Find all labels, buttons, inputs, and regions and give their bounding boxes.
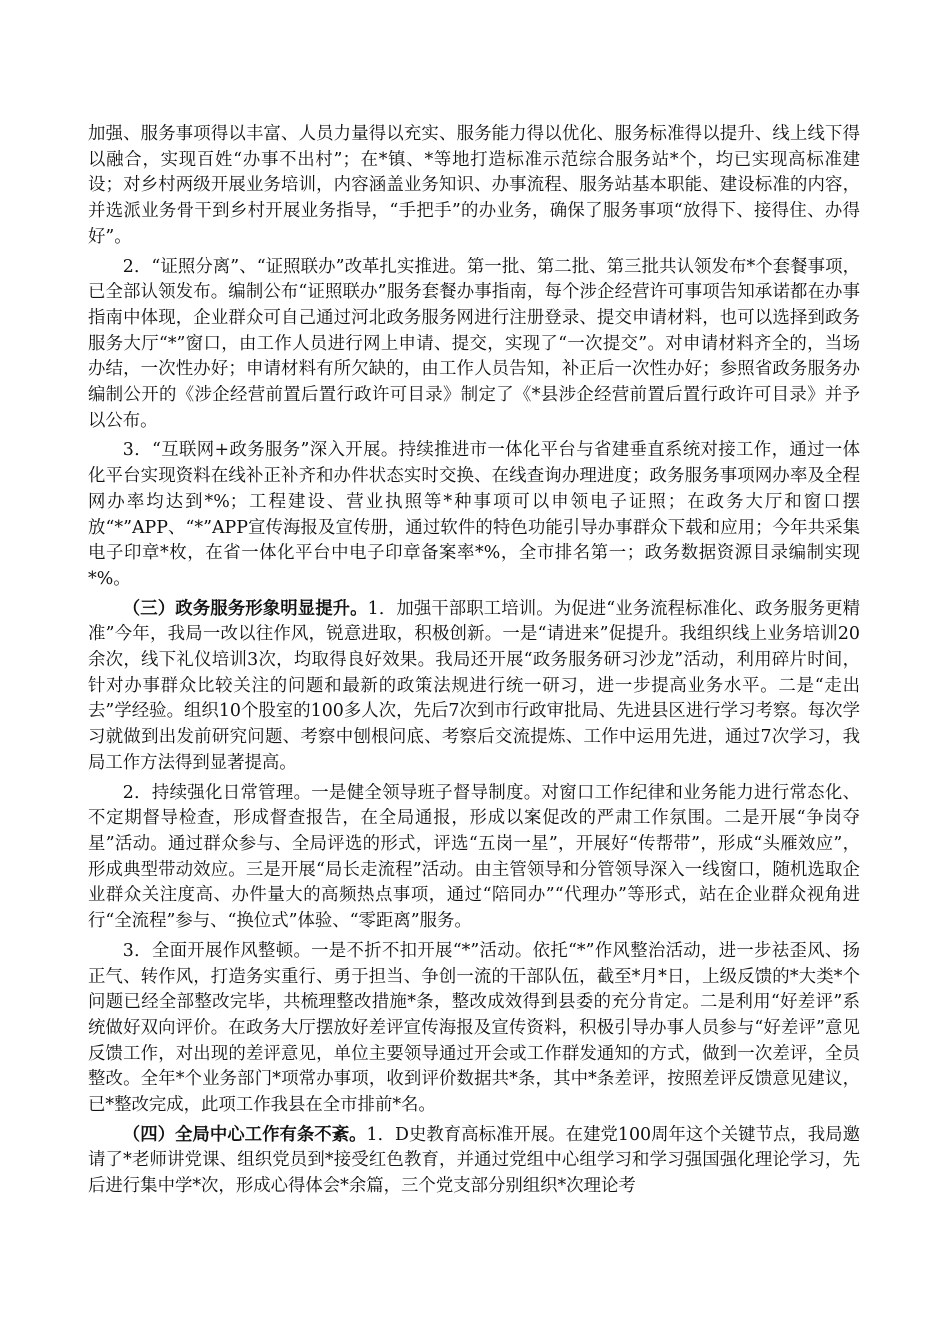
paragraph-daily-management xyxy=(88,781,860,935)
paragraph-central-work xyxy=(88,1123,860,1200)
paragraph-text: 3．“互联网+政务服务”深入开展。持续推进市一体化平台与省建垂直系统对接工作，通过一体化平台实现资料在线补正补齐和办件状态实时交换、在线查询办理进度；政务服务事项网办率及全程网办率均达到*%；工程建设、营业执照等*种事项可以申领电子证照；在政务大厅和窗口摆放“*”APP、“*”APP宣传海报及宣传册，通过软件的特色功能引导办事群众下载和应用；今年共采集电子印章*枚，在省一体化平台中电子印章备案率*%，全市排名第一；政务数据资源目录编制实现*%。 xyxy=(88,440,860,589)
paragraph-text: 2．持续强化日常管理。一是健全领导班子督导制度。对窗口工作纪律和业务能力进行常态化、不定期督导检查，形成督查报告，在全局通报，形成以案促改的严肃工作氛围。二是开展“争岗夺星”活动。通过群众参与、全局评选的形式，评选“五岗一星”，开展好“传帮带”，形成“头雁效应”，形成典型带动效应。三是开展“局长走流程”活动。由主管领导和分管领导深入一线窗口，随机选取企业群众关注度高、办件量大的高频热点事项，通过“陪同办”“代理办”等形式，站在企业群众视角进行“全流程”参与、“换位式”体验、“零距离”服务。 xyxy=(88,782,860,932)
document-body xyxy=(88,122,860,1204)
paragraph-text: 3．全面开展作风整顿。一是不折不扣开展“*”活动。依托“*”作风整治活动，进一步祛歪风、扬正气、转作风，打造务实重行、勇于担当、争创一流的干部队伍，截至*月*日，上级反馈的*大类*个问题已经全部整改完毕，共梳理整改措施*条，整改成效得到县委的充分肯定。二是利用“好差评”系统做好双向评价。在政务大厅摆放好差评宣传海报及宣传资料，积极引导办事人员参与“好差评”意见反馈工作，对出现的差评意见，单位主要领导通过开会或工作群发通知的方式，做到一次差评，全员整改。全年*个业务部门*项常办事项，收到评价数据共*条，其中*条差评，按照差评反馈意见建议，已*整改完成，此项工作我县在全市排前*名。 xyxy=(88,940,860,1116)
section-heading: （四）全局中心工作有条不紊。 xyxy=(122,1124,367,1145)
paragraph-text: 2．“证照分离”、“证照联办”改革扎实推进。第一批、第二批、第三批共认领发布*个套餐事项，已全部认领发布。编制公布“证照联办”服务套餐办事指南，每个涉企经营许可事项告知承诺都在办事指南中体现，企业群众可自己通过河北政务服务网进行注册登录、提交申请材料，也可以选择到政务服务大厅“*”窗口，由工作人员进行网上申请、提交，实现了“一次提交”。对申请材料齐全的，当场办结，一次性办好；申请材料有所欠缺的，由工作人员告知，补正后一次性办好；参照省政务服务办编制公开的《涉企经营前置后置行政许可目录》制定了《*县涉企经营前置后置行政许可目录》并予以公布。 xyxy=(88,256,860,431)
paragraph-style-rectification xyxy=(88,939,860,1119)
paragraph-text: 1．D史教育高标准开展。在建党100周年这个关键节点，我局邀请了*老师讲党课、组织党员到*接受红色教育，并通过党组中心组学习和学习强国强化理论学习，先后进行集中学*次，形成心得体会*余篇，三个党支部分别组织*次理论考 xyxy=(88,1124,860,1197)
paragraph-service-stations xyxy=(88,122,860,251)
paragraph-internet-services xyxy=(88,438,860,592)
paragraph-service-image xyxy=(88,597,860,777)
paragraph-license-reform xyxy=(88,255,860,435)
paragraph-text: 加强、服务事项得以丰富、人员力量得以充实、服务能力得以优化、服务标准得以提升、线上线下得以融合，实现百姓“办事不出村”；在*镇、*等地打造标准示范综合服务站*个，均已实现高标准建设；对乡村两级开展业务培训，内容涵盖业务知识、办事流程、服务站基本职能、建设标准的内容，并选派业务骨干到乡村开展业务指导，“手把手”的办业务，确保了服务事项“放得下、接得住、办得好”。 xyxy=(88,124,860,247)
section-heading: （三）政务服务形象明显提升。 xyxy=(122,598,368,619)
paragraph-text: 1．加强干部职工培训。为促进“业务流程标准化、政务服务更精准”今年，我局一改以往作风，锐意进取，积极创新。一是“请进来”促提升。我组织线上业务培训20余次，线下礼仪培训3次，均取得良好效果。我局还开展“政务服务研习沙龙”活动，利用碎片时间，针对办事群众比较关注的问题和最新的政策法规进行统一研习，进一步提高业务水平。二是“走出去”学经验。组织10个股室的100多人次，先后7次到市行政审批局、先进县区进行学习考察。每次学习就做到出发前研究问题、考察中刨根问底、考察后交流提炼、工作中运用先进，通过7次学习，我局工作方法得到显著提高。 xyxy=(88,598,860,773)
